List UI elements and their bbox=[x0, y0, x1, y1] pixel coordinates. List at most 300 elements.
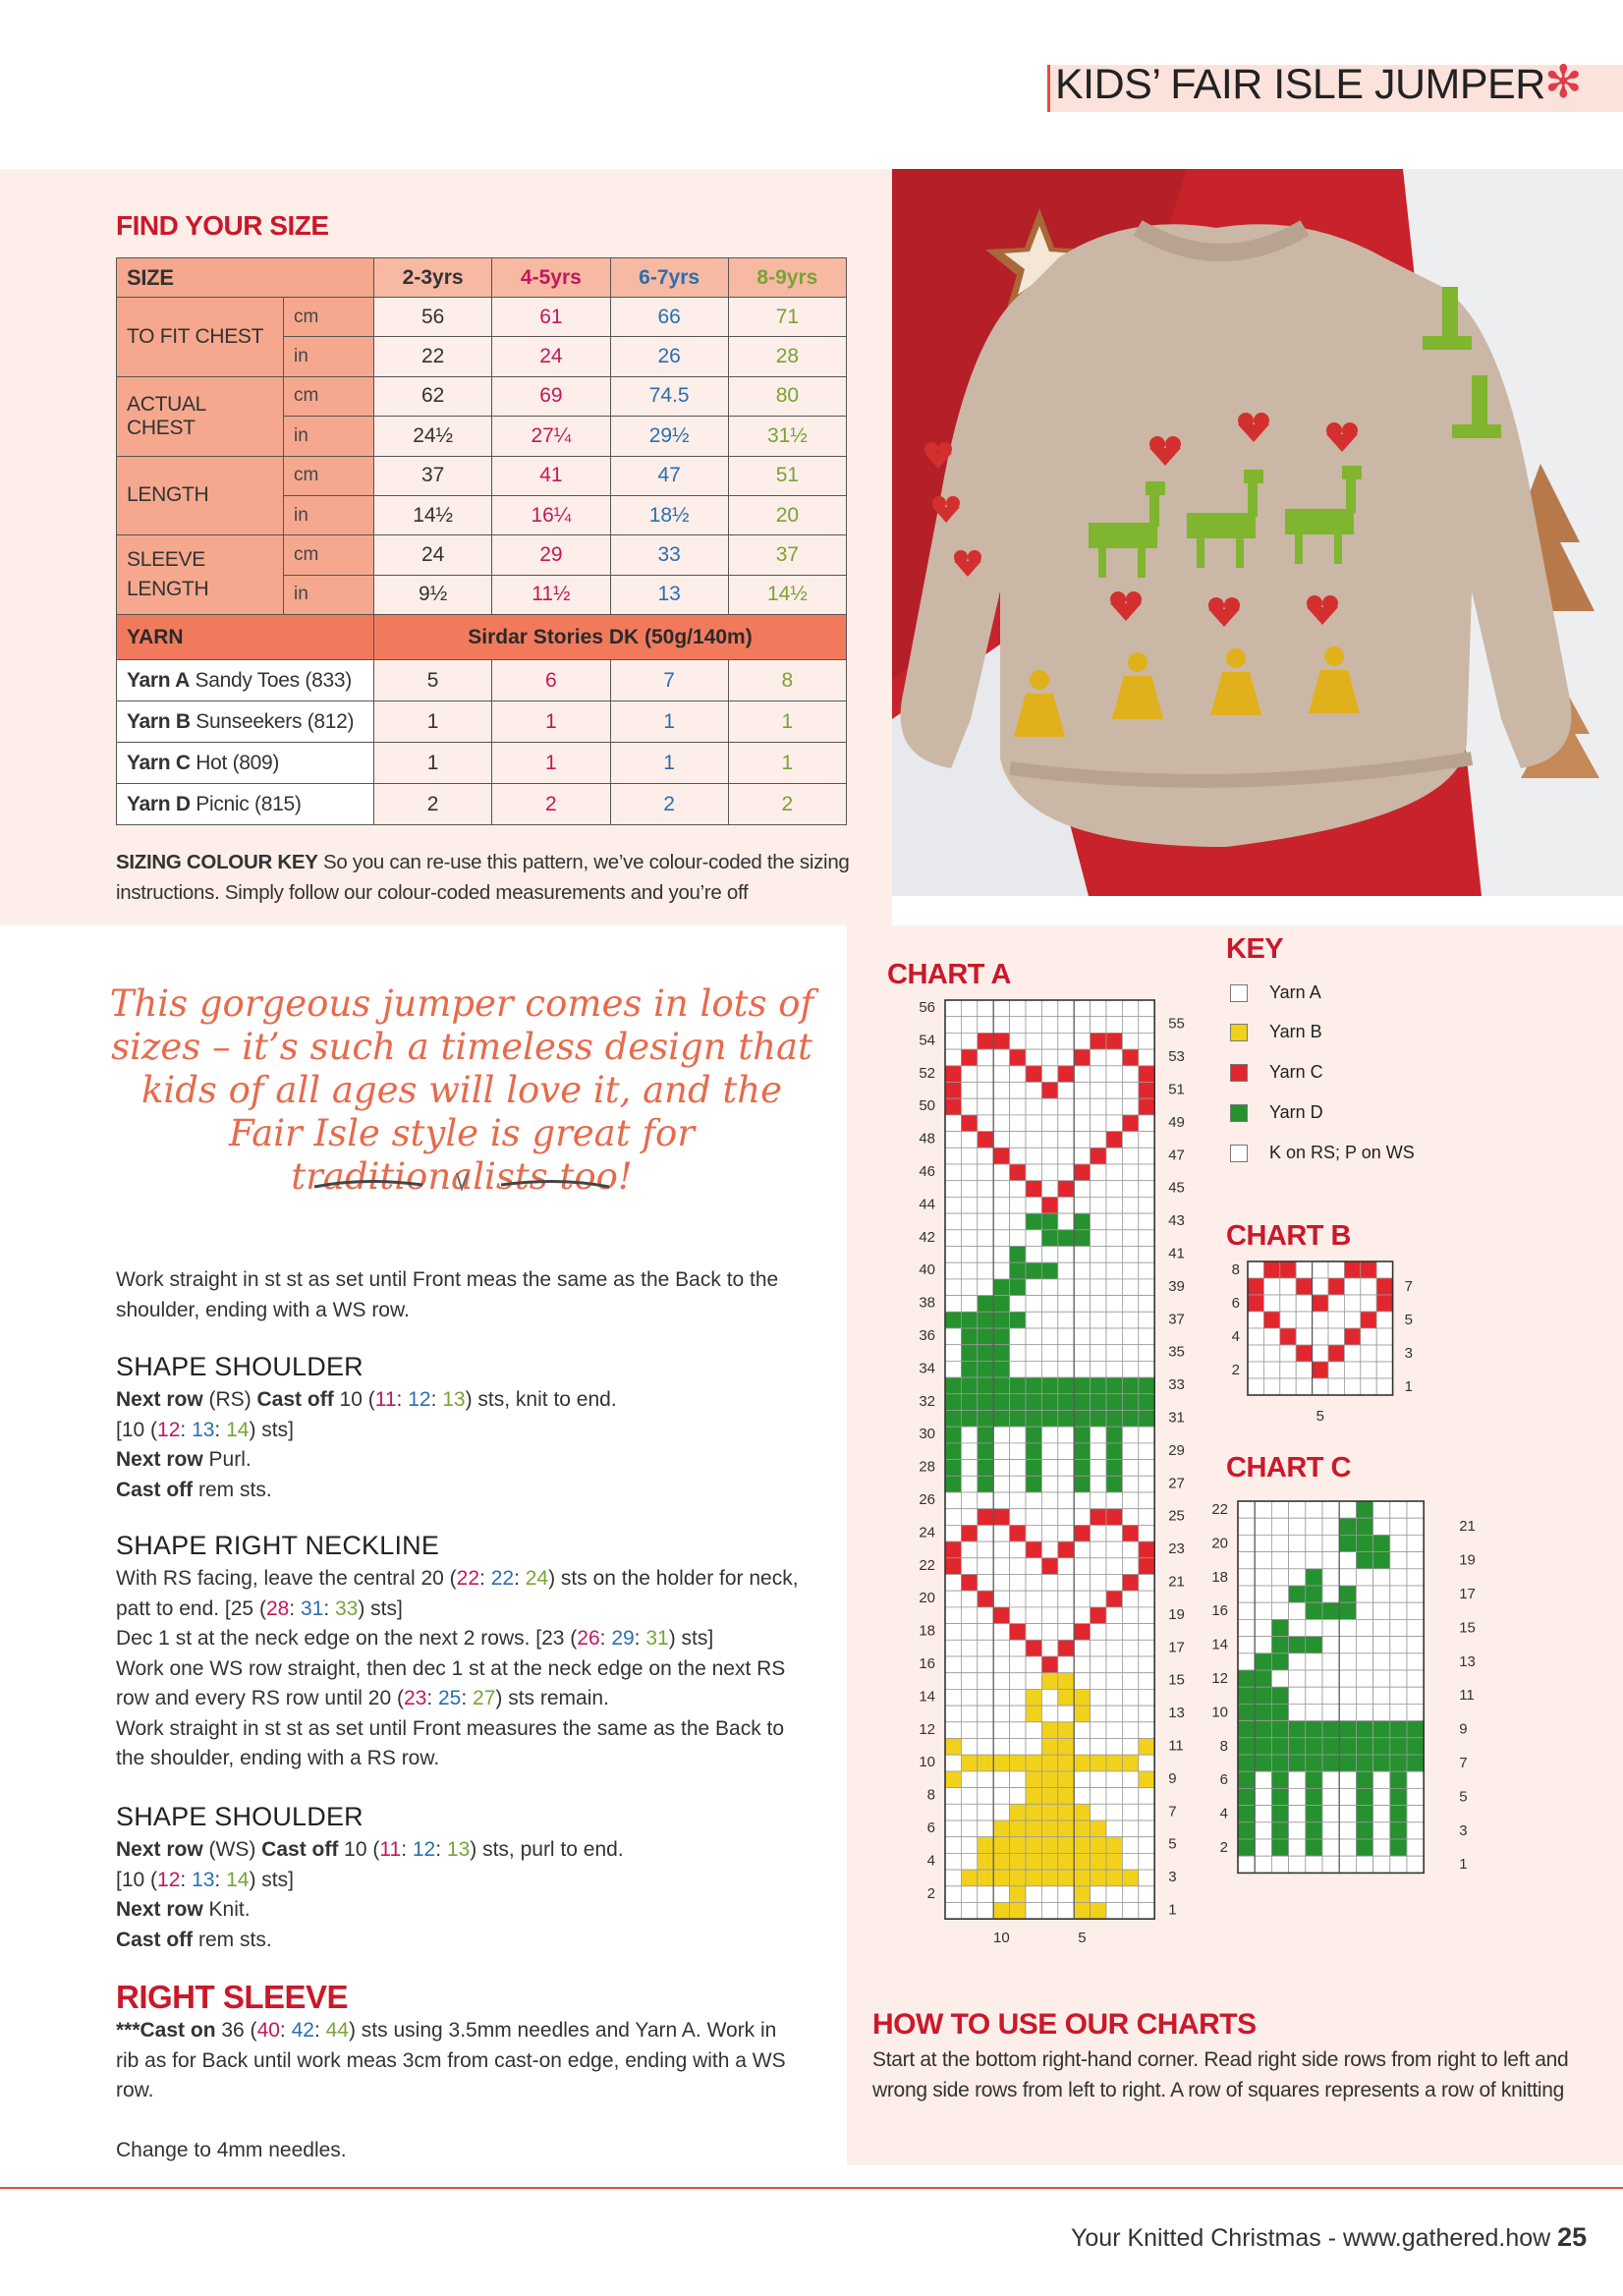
chart-a-cell bbox=[1106, 1870, 1122, 1886]
chart-c-cell bbox=[1356, 1535, 1372, 1551]
chart-a-cell bbox=[978, 1804, 993, 1820]
chart-a-cell bbox=[945, 1640, 961, 1656]
chart-a-cell bbox=[1122, 1903, 1138, 1920]
chart-a-cell bbox=[1026, 1460, 1041, 1477]
chart-a-cell bbox=[1026, 1492, 1041, 1509]
how-to-title: HOW TO USE OUR CHARTS bbox=[872, 2008, 1257, 2041]
chart-a-cell bbox=[1074, 1427, 1090, 1443]
chart-a-cell bbox=[1058, 1132, 1074, 1148]
chart-a-cell bbox=[1139, 1788, 1154, 1805]
chart-a-cell bbox=[1058, 1820, 1074, 1837]
chart-a-cell bbox=[978, 1377, 993, 1394]
chart-a-cell bbox=[1010, 1394, 1026, 1411]
chart-a-cell bbox=[1139, 1722, 1154, 1739]
chart-c-cell bbox=[1255, 1704, 1271, 1720]
chart-a-cell bbox=[1041, 1083, 1057, 1099]
row-number-left: 2 bbox=[1219, 1839, 1228, 1856]
row-number-left: 18 bbox=[1211, 1568, 1228, 1586]
text-run: : bbox=[599, 1627, 612, 1650]
table-cell: 24 bbox=[492, 337, 610, 376]
chart-a-cell bbox=[1041, 1820, 1057, 1837]
chart-c-cell bbox=[1407, 1856, 1424, 1873]
chart-a-cell bbox=[1106, 1788, 1122, 1805]
chart-c-cell bbox=[1390, 1771, 1407, 1788]
chart-a-cell bbox=[1026, 1837, 1041, 1854]
chart-a-cell bbox=[1041, 1607, 1057, 1624]
pull-quote: This gorgeous jumper comes in lots of sizes – it’s such a timeless design that kids of all ages will love it, and the Fair Isle style is great for traditionalists too! bbox=[109, 982, 814, 1198]
text-run: : bbox=[634, 1627, 646, 1650]
chart-a-cell bbox=[1074, 1033, 1090, 1049]
chart-a-cell bbox=[1139, 1394, 1154, 1411]
chart-a-cell bbox=[1010, 1262, 1026, 1279]
chart-a-cell bbox=[1026, 1541, 1041, 1558]
chart-c-cell bbox=[1322, 1687, 1339, 1704]
row-number-left: 50 bbox=[919, 1097, 935, 1115]
chart-c-cell bbox=[1373, 1670, 1390, 1687]
chart-a-cell bbox=[1139, 1804, 1154, 1820]
chart-a-cell bbox=[1041, 1722, 1057, 1739]
chart-a-cell bbox=[1139, 1345, 1154, 1362]
chart-c-cell bbox=[1390, 1586, 1407, 1602]
chart-a-cell bbox=[1091, 1296, 1106, 1313]
chart-a-cell bbox=[978, 1837, 993, 1854]
neckline-text bbox=[116, 1564, 804, 1774]
chart-c-cell bbox=[1289, 1501, 1306, 1518]
chart-a-cell bbox=[961, 1197, 977, 1213]
chart-c-cell bbox=[1322, 1518, 1339, 1535]
chart-c-cell bbox=[1238, 1501, 1255, 1518]
chart-a-cell bbox=[1122, 1853, 1138, 1870]
chart-c-cell bbox=[1289, 1687, 1306, 1704]
row-number-right: 9 bbox=[1168, 1769, 1177, 1787]
chart-a-cell bbox=[993, 1788, 1009, 1805]
chart-a-cell bbox=[1058, 1443, 1074, 1460]
chart-a-cell bbox=[1010, 1706, 1026, 1722]
quote-flourish bbox=[305, 1167, 619, 1197]
chart-a-cell bbox=[1026, 1262, 1041, 1279]
chart-a-cell bbox=[1139, 1083, 1154, 1099]
row-number-left: 24 bbox=[919, 1524, 935, 1541]
chart-a-cell bbox=[993, 1673, 1009, 1690]
table-cell: 2 bbox=[492, 784, 610, 825]
chart-a-cell bbox=[1122, 1083, 1138, 1099]
page-title: KIDS’ FAIR ISLE JUMPER bbox=[1055, 61, 1545, 108]
chart-c-cell bbox=[1289, 1569, 1306, 1586]
text-run: ) sts] bbox=[249, 1418, 294, 1441]
chart-a-cell bbox=[993, 1820, 1009, 1837]
yarn-shade: Picnic (815) bbox=[196, 792, 302, 815]
chart-c-cell bbox=[1390, 1552, 1407, 1569]
chart-a-cell bbox=[1106, 1673, 1122, 1690]
chart-a-cell bbox=[1074, 1509, 1090, 1526]
chart-a-cell bbox=[1010, 1558, 1026, 1575]
chart-a-cell bbox=[1139, 1132, 1154, 1148]
chart-a-cell bbox=[1041, 1575, 1057, 1592]
chart-a-cell bbox=[993, 1656, 1009, 1673]
table-cell: 1 bbox=[728, 701, 846, 743]
chart-a-cell bbox=[1106, 1739, 1122, 1756]
chart-c-cell bbox=[1271, 1602, 1288, 1619]
row-number-right: 5 bbox=[1404, 1312, 1413, 1328]
chart-b-cell bbox=[1296, 1295, 1312, 1312]
row-number-right: 1 bbox=[1459, 1856, 1468, 1874]
chart-a-cell bbox=[1139, 1361, 1154, 1377]
chart-a-cell bbox=[1139, 1000, 1154, 1017]
chart-a-cell bbox=[1010, 1788, 1026, 1805]
chart-a-cell bbox=[1106, 1197, 1122, 1213]
chart-c-cell bbox=[1373, 1602, 1390, 1619]
text-run: : bbox=[396, 1388, 409, 1411]
chart-a-cell bbox=[1122, 1328, 1138, 1345]
table-cell: 1 bbox=[728, 743, 846, 784]
key-label: Yarn C bbox=[1269, 1062, 1323, 1082]
chart-a-cell bbox=[961, 1820, 977, 1837]
chart-a-cell bbox=[961, 1017, 977, 1034]
chart-a-cell bbox=[1026, 1607, 1041, 1624]
chart-a-cell bbox=[1074, 1837, 1090, 1854]
chart-a-cell bbox=[1058, 1870, 1074, 1886]
size-value: 28 bbox=[265, 1596, 290, 1620]
chart-a-cell bbox=[1058, 1656, 1074, 1673]
chart-a-cell bbox=[1026, 1771, 1041, 1788]
chart-a-cell bbox=[1122, 1411, 1138, 1428]
chart-a-cell bbox=[945, 1689, 961, 1706]
chart-a-cell bbox=[1010, 1624, 1026, 1641]
chart-c-cell bbox=[1271, 1552, 1288, 1569]
chart-a-cell bbox=[1122, 1394, 1138, 1411]
chart-a-cell bbox=[1106, 1689, 1122, 1706]
chart-c-cell bbox=[1339, 1738, 1356, 1755]
chart-b-cell bbox=[1248, 1378, 1263, 1395]
row-number-right: 33 bbox=[1168, 1376, 1185, 1394]
chart-a-cell bbox=[1091, 1262, 1106, 1279]
chart-c-cell bbox=[1356, 1771, 1372, 1788]
chart-a-cell bbox=[1074, 1328, 1090, 1345]
chart-a-cell bbox=[1074, 1607, 1090, 1624]
chart-a-cell bbox=[1026, 1673, 1041, 1690]
chart-c-cell bbox=[1322, 1586, 1339, 1602]
chart-a-cell bbox=[1074, 1164, 1090, 1181]
chart-a-cell bbox=[1074, 1706, 1090, 1722]
chart-a-cell bbox=[1074, 1197, 1090, 1213]
table-row bbox=[117, 660, 847, 701]
chart-a-cell bbox=[1106, 1722, 1122, 1739]
table-cell: 20 bbox=[728, 495, 846, 534]
chart-c-cell bbox=[1390, 1755, 1407, 1771]
chart-a-cell bbox=[961, 1804, 977, 1820]
chart-a-cell bbox=[945, 1870, 961, 1886]
text-run: [10 ( bbox=[116, 1868, 158, 1891]
chart-c-cell bbox=[1373, 1738, 1390, 1755]
size-value: 13 bbox=[442, 1388, 466, 1411]
chart-a-cell bbox=[1091, 1460, 1106, 1477]
chart-a-cell bbox=[1041, 1230, 1057, 1247]
chart-a-cell bbox=[1122, 1558, 1138, 1575]
row-number-left: 20 bbox=[1211, 1535, 1228, 1552]
chart-a-cell bbox=[1041, 1739, 1057, 1756]
text-run: : bbox=[180, 1868, 193, 1891]
chart-a-cell bbox=[993, 1098, 1009, 1115]
chart-a-cell bbox=[1058, 1492, 1074, 1509]
chart-a-cell bbox=[1139, 1739, 1154, 1756]
chart-a-cell bbox=[945, 1066, 961, 1083]
chart-a-cell bbox=[1074, 1262, 1090, 1279]
chart-c-cell bbox=[1356, 1619, 1372, 1636]
chart-a-cell bbox=[945, 1460, 961, 1477]
chart-b-cell bbox=[1376, 1312, 1392, 1328]
chart-a-cell bbox=[1139, 1115, 1154, 1132]
chart-b-cell bbox=[1280, 1312, 1296, 1328]
chart-a-cell bbox=[1041, 1247, 1057, 1263]
table-cell: 14½ bbox=[728, 575, 846, 614]
chart-c-cell bbox=[1390, 1738, 1407, 1755]
size-value: 11 bbox=[374, 1388, 397, 1411]
chart-a-cell bbox=[1074, 1181, 1090, 1198]
chart-b-cell bbox=[1328, 1261, 1344, 1278]
chart-c-cell bbox=[1271, 1619, 1288, 1636]
chart-a-cell bbox=[1074, 1722, 1090, 1739]
size-value: 26 bbox=[577, 1627, 600, 1650]
chart-a-cell bbox=[945, 1361, 961, 1377]
chart-c-cell bbox=[1289, 1822, 1306, 1839]
chart-c-cell bbox=[1339, 1806, 1356, 1822]
chart-c-cell bbox=[1255, 1839, 1271, 1856]
table-cell: 56 bbox=[374, 298, 492, 337]
chart-c-cell bbox=[1306, 1535, 1322, 1551]
chart-a-cell bbox=[1139, 1706, 1154, 1722]
chart-c-cell bbox=[1238, 1755, 1255, 1771]
chart-b-cell bbox=[1263, 1278, 1279, 1295]
chart-a-cell bbox=[978, 1575, 993, 1592]
chart-a-cell bbox=[1058, 1837, 1074, 1854]
table-cell: 7 bbox=[610, 660, 728, 701]
instruction-line bbox=[116, 1835, 804, 1866]
key-item bbox=[1226, 1060, 1560, 1099]
chart-c-cell bbox=[1390, 1856, 1407, 1873]
chart-a-cell bbox=[1010, 1804, 1026, 1820]
chart-a-cell bbox=[945, 1853, 961, 1870]
chart-a-cell bbox=[1026, 1476, 1041, 1492]
chart-a-cell bbox=[1122, 1427, 1138, 1443]
chart-a-cell bbox=[1139, 1656, 1154, 1673]
chart-c-cell bbox=[1407, 1637, 1424, 1653]
chart-a-cell bbox=[1122, 1607, 1138, 1624]
chart-a-cell bbox=[1074, 1017, 1090, 1034]
chart-c-cell bbox=[1238, 1637, 1255, 1653]
chart-a-cell bbox=[1106, 1049, 1122, 1066]
chart-a-cell bbox=[1074, 1443, 1090, 1460]
chart-a-cell bbox=[1139, 1033, 1154, 1049]
chart-c-cell bbox=[1356, 1755, 1372, 1771]
chart-c-cell bbox=[1271, 1721, 1288, 1738]
chart-a-cell bbox=[945, 1771, 961, 1788]
chart-a-cell bbox=[1091, 1788, 1106, 1805]
chart-c-cell bbox=[1271, 1856, 1288, 1873]
yarn-letter: Yarn A bbox=[127, 668, 190, 692]
chart-a-cell bbox=[1106, 1033, 1122, 1049]
chart-a-cell bbox=[993, 1164, 1009, 1181]
text-run: (WS) bbox=[202, 1838, 262, 1861]
chart-a-cell bbox=[1041, 1525, 1057, 1541]
chart-b-cell bbox=[1248, 1328, 1263, 1345]
chart-c-cell bbox=[1373, 1755, 1390, 1771]
chart-b-cell bbox=[1376, 1362, 1392, 1378]
chart-a-cell bbox=[1122, 1673, 1138, 1690]
chart-c bbox=[1204, 1491, 1597, 1886]
chart-a-cell bbox=[1122, 1788, 1138, 1805]
chart-c-cell bbox=[1322, 1552, 1339, 1569]
chart-a-cell bbox=[978, 1492, 993, 1509]
chart-a-cell bbox=[1026, 1296, 1041, 1313]
size-value: 14 bbox=[226, 1418, 250, 1441]
swatch-yarn-a bbox=[1230, 984, 1248, 1002]
chart-a-cell bbox=[1041, 1673, 1057, 1690]
heading-right-sleeve: RIGHT SLEEVE bbox=[116, 1979, 349, 2015]
chart-b-cell bbox=[1263, 1328, 1279, 1345]
chart-a-cell bbox=[993, 1460, 1009, 1477]
text-run: : bbox=[479, 1567, 491, 1590]
chart-a-cell bbox=[1122, 1098, 1138, 1115]
chart-a-cell bbox=[978, 1427, 993, 1443]
chart-a-cell bbox=[978, 1017, 993, 1034]
size-col: 2-3yrs bbox=[374, 258, 492, 298]
chart-c-cell bbox=[1373, 1535, 1390, 1551]
page-number: 25 bbox=[1557, 2222, 1588, 2252]
chart-a-cell bbox=[978, 1607, 993, 1624]
chart-a-cell bbox=[1074, 1689, 1090, 1706]
chart-a-cell bbox=[1010, 1525, 1026, 1541]
chart-b-cell bbox=[1344, 1345, 1360, 1362]
chart-a-cell bbox=[1091, 1673, 1106, 1690]
chart-a-cell bbox=[1058, 1279, 1074, 1296]
chart-c-cell bbox=[1289, 1518, 1306, 1535]
chart-a-cell bbox=[1106, 1541, 1122, 1558]
chart-a-cell bbox=[1058, 1083, 1074, 1099]
chart-c-cell bbox=[1407, 1806, 1424, 1822]
chart-a-cell bbox=[993, 1148, 1009, 1164]
chart-c-cell bbox=[1339, 1704, 1356, 1720]
row-number-right: 43 bbox=[1168, 1212, 1185, 1230]
chart-a-cell bbox=[1041, 1377, 1057, 1394]
chart-c-cell bbox=[1306, 1518, 1322, 1535]
chart-a-cell bbox=[1106, 1820, 1122, 1837]
chart-a-cell bbox=[1010, 1837, 1026, 1854]
chart-a-cell bbox=[1139, 1148, 1154, 1164]
chart-a-cell bbox=[1058, 1115, 1074, 1132]
table-cell: 1 bbox=[492, 701, 610, 743]
chart-a-cell bbox=[993, 1804, 1009, 1820]
chart-a-cell bbox=[1026, 1558, 1041, 1575]
chart-a-cell bbox=[978, 1098, 993, 1115]
row-number-right: 25 bbox=[1168, 1507, 1185, 1525]
chart-c-cell bbox=[1407, 1755, 1424, 1771]
chart-c-cell bbox=[1390, 1518, 1407, 1535]
chart-a-cell bbox=[993, 1476, 1009, 1492]
chart-a-cell bbox=[1026, 1083, 1041, 1099]
chart-a-cell bbox=[961, 1247, 977, 1263]
chart-b-cell bbox=[1313, 1261, 1328, 1278]
chart-b-cell bbox=[1248, 1362, 1263, 1378]
text-run: (RS) bbox=[202, 1388, 257, 1411]
chart-a-cell bbox=[993, 1706, 1009, 1722]
chart-a-cell bbox=[961, 1689, 977, 1706]
chart-c-cell bbox=[1390, 1822, 1407, 1839]
chart-a-cell bbox=[1074, 1279, 1090, 1296]
chart-a-cell bbox=[1041, 1755, 1057, 1771]
text-run: : bbox=[214, 1418, 227, 1441]
chart-a-cell bbox=[978, 1361, 993, 1377]
chart-a-cell bbox=[1010, 1361, 1026, 1377]
chart-c-cell bbox=[1271, 1771, 1288, 1788]
chart-b-cell bbox=[1344, 1362, 1360, 1378]
chart-c-cell bbox=[1356, 1586, 1372, 1602]
chart-a-cell bbox=[978, 1312, 993, 1328]
chart-a-cell bbox=[1026, 1443, 1041, 1460]
table-row bbox=[117, 298, 847, 337]
chart-a-cell bbox=[1074, 1230, 1090, 1247]
table-cell: 26 bbox=[610, 337, 728, 376]
chart-c-cell bbox=[1322, 1501, 1339, 1518]
row-number-right: 45 bbox=[1168, 1179, 1185, 1197]
chart-c-cell bbox=[1255, 1501, 1271, 1518]
chart-a-cell bbox=[1106, 1164, 1122, 1181]
row-number-left: 12 bbox=[1211, 1670, 1228, 1687]
chart-c-cell bbox=[1390, 1653, 1407, 1670]
chart-a-cell bbox=[1026, 1739, 1041, 1756]
chart-a-cell bbox=[1041, 1262, 1057, 1279]
chart-b-cell bbox=[1328, 1312, 1344, 1328]
unit-cm: cm bbox=[284, 456, 374, 495]
chart-a-cell bbox=[945, 1049, 961, 1066]
chart-a-cell bbox=[1122, 1049, 1138, 1066]
chart-a-cell bbox=[1026, 1903, 1041, 1920]
chart-b-cell bbox=[1328, 1295, 1344, 1312]
text-run: : bbox=[435, 1838, 447, 1861]
chart-c-cell bbox=[1238, 1535, 1255, 1551]
chart-b-cell bbox=[1328, 1278, 1344, 1295]
row-number-right: 37 bbox=[1168, 1311, 1185, 1328]
chart-a-cell bbox=[978, 1739, 993, 1756]
table-cell: 27¼ bbox=[492, 417, 610, 456]
chart-a-cell bbox=[1091, 1689, 1106, 1706]
chart-a-cell bbox=[1041, 1164, 1057, 1181]
chart-a-title: CHART A bbox=[887, 959, 1011, 990]
chart-a-cell bbox=[1041, 1017, 1057, 1034]
chart-a-cell bbox=[1091, 1656, 1106, 1673]
table-cell: 24½ bbox=[374, 417, 492, 456]
chart-a-cell bbox=[1010, 1279, 1026, 1296]
chart-a-cell bbox=[945, 1492, 961, 1509]
chart-a-cell bbox=[1091, 1230, 1106, 1247]
chart-a-cell bbox=[961, 1788, 977, 1805]
chart-c-cell bbox=[1322, 1637, 1339, 1653]
chart-b-cell bbox=[1248, 1312, 1263, 1328]
chart-a-cell bbox=[1139, 1558, 1154, 1575]
chart-a-cell bbox=[1091, 1706, 1106, 1722]
chart-a-cell bbox=[978, 1345, 993, 1362]
chart-a-cell bbox=[945, 1247, 961, 1263]
instruction-line bbox=[116, 1445, 804, 1476]
chart-a-cell bbox=[945, 1558, 961, 1575]
chart-a-cell bbox=[1058, 1804, 1074, 1820]
chart-c-cell bbox=[1255, 1822, 1271, 1839]
chart-a-cell bbox=[1026, 1230, 1041, 1247]
chart-a-cell bbox=[993, 1328, 1009, 1345]
text-run: ) sts remain. bbox=[495, 1687, 609, 1709]
chart-a-cell bbox=[993, 1296, 1009, 1313]
chart-c-cell bbox=[1322, 1839, 1339, 1856]
chart-a-cell bbox=[1139, 1837, 1154, 1854]
